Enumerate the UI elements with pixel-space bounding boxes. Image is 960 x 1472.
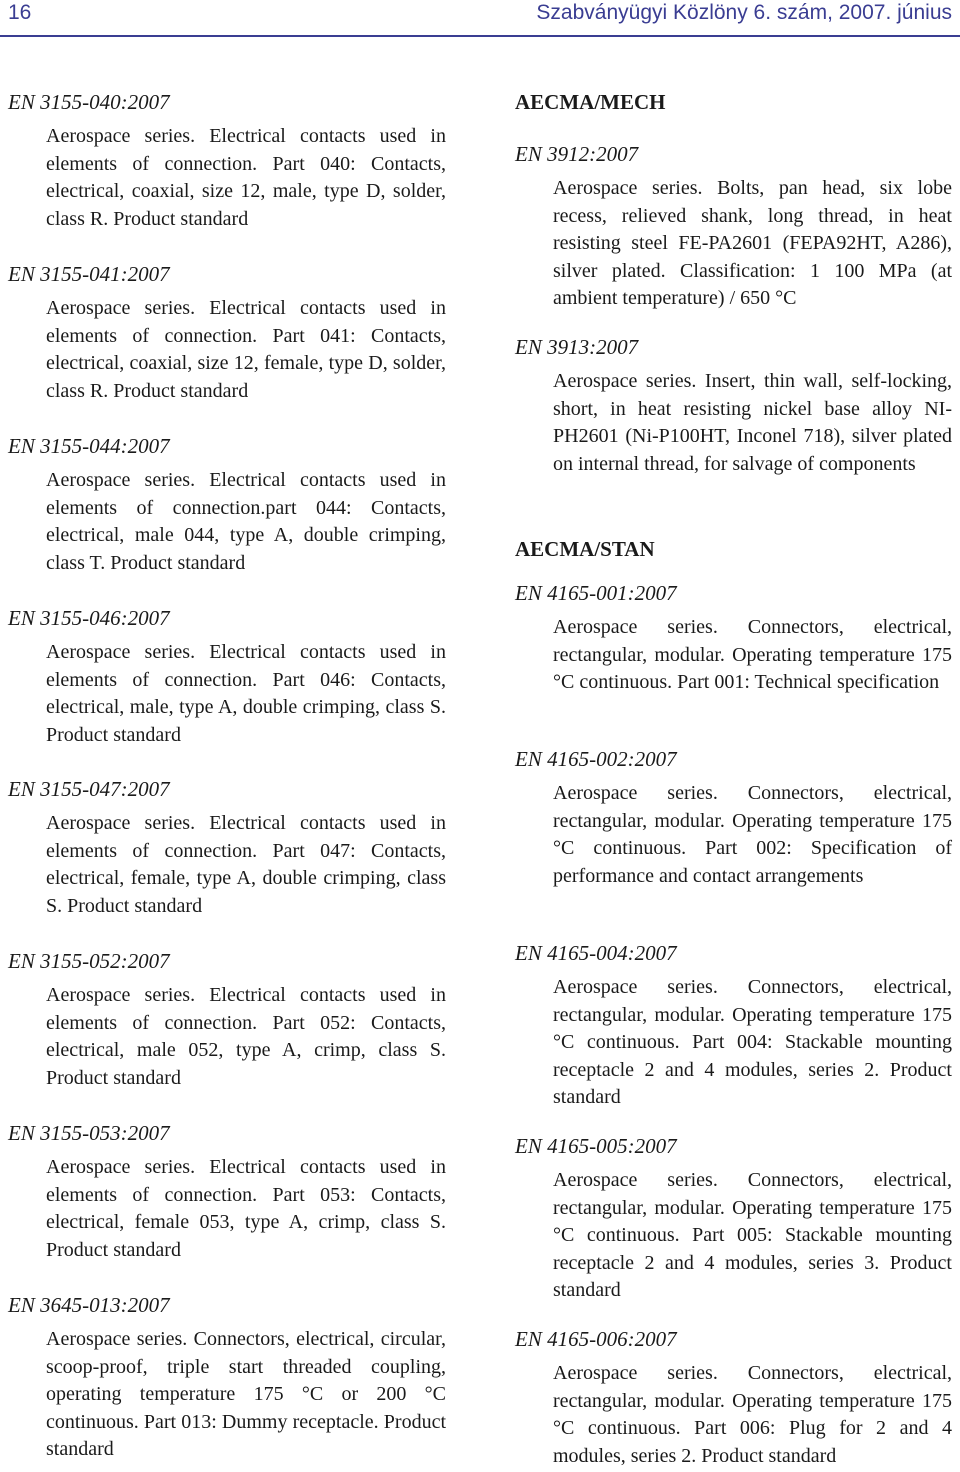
standard-code: EN 4165-005:2007 [515,1134,677,1158]
section-heading: AECMA/STAN [515,537,655,561]
standard-description: Aerospace series. Connectors, electrical, rectangular, modular. Operating temperature 175 °C continuous. Part 006: Plug for 2 and 4 modules, series 2. Product standard [553,1362,952,1467]
page-header [0,0,960,34]
standard-description: Aerospace series. Electrical contacts used in elements of connection. Part 041: Contacts, electrical, coaxial, size 12, female, type D, solder, class R. Product standard [46,297,446,402]
standard-entry [515,579,952,697]
standard-entry [515,333,952,478]
standard-description: Aerospace series. Connectors, electrical, rectangular, modular. Operating temperature 175 °C continuous. Part 002: Specification of performance and contact arrangements [553,782,952,887]
standard-code: EN 3645-013:2007 [8,1293,170,1317]
standard-entry [8,432,446,577]
page-number: 16 [8,1,32,24]
standard-description: Aerospace series. Electrical contacts used in elements of connection. Part 047: Contacts, electrical, female, type A, double crimping, class S. Product standard [46,812,446,917]
standard-description: Aerospace series. Electrical contacts used in elements of connection.part 044: Contacts, electrical, male 044, type A, double crimping, class T. Product standard [46,469,446,574]
standard-description: Aerospace series. Electrical contacts used in elements of connection. Part 046: Contacts, electrical, male, type A, double crimping, class S. Product standard [46,641,446,746]
header-rule [0,35,960,37]
standard-code: EN 3155-041:2007 [8,262,170,286]
standard-code: EN 3155-052:2007 [8,949,170,973]
journal-title: Szabványügyi Közlöny 6. szám, 2007. június [536,1,952,24]
standard-entry [8,947,446,1092]
standard-description: Aerospace series. Bolts, pan head, six lobe recess, relieved shank, long thread, in heat resisting steel FE-PA2601 (FEPA92HT, A286), silver plated. Classification: 1 100 MPa (at ambient temperature) / 650 °C [553,177,952,309]
standard-code: EN 3155-046:2007 [8,606,170,630]
standard-code: EN 4165-004:2007 [515,941,677,965]
standard-entry [8,604,446,749]
standard-entry [8,260,446,405]
standard-entry [515,1325,952,1470]
standard-entry [8,1291,446,1464]
standard-description: Aerospace series. Connectors, electrical, circular, scoop-proof, triple start threaded coupling, operating temperature 175 °C or 200 °C continuous. Part 013: Dummy receptacle. Product standard [46,1328,446,1460]
standard-code: EN 4165-006:2007 [515,1327,677,1351]
standard-entry [8,1119,446,1264]
standard-code: EN 4165-002:2007 [515,747,677,771]
standard-entry [515,1132,952,1305]
standard-description: Aerospace series. Connectors, electrical, rectangular, modular. Operating temperature 175 °C continuous. Part 004: Stackable mounting receptacle 2 and 4 modules, series 2. Product standard [553,976,952,1108]
standard-description: Aerospace series. Connectors, electrical, rectangular, modular. Operating temperature 175 °C continuous. Part 001: Technical specification [553,616,952,693]
standard-code: EN 4165-001:2007 [515,581,677,605]
standard-code: EN 3155-040:2007 [8,90,170,114]
standard-entry [8,775,446,920]
standard-code: EN 3155-047:2007 [8,777,170,801]
standard-description: Aerospace series. Electrical contacts used in elements of connection. Part 040: Contacts, electrical, coaxial, size 12, male, type D, solder, class R. Product standard [46,125,446,230]
standard-description: Aerospace series. Electrical contacts used in elements of connection. Part 052: Contacts, electrical, male 052, type A, crimp, class S. Product standard [46,984,446,1089]
standard-description: Aerospace series. Connectors, electrical, rectangular, modular. Operating temperature 175 °C continuous. Part 005: Stackable mounting receptacle 2 and 4 modules, series 3. Product standard [553,1169,952,1301]
standard-entry [8,88,446,233]
standard-code: EN 3155-044:2007 [8,434,170,458]
standard-entry [515,745,952,890]
standard-description: Aerospace series. Electrical contacts used in elements of connection. Part 053: Contacts, electrical, female 053, type A, crimp, class S. Product standard [46,1156,446,1261]
standard-description: Aerospace series. Insert, thin wall, self-locking, short, in heat resisting nickel base alloy NI-PH2601 (Ni-P100HT, Inconel 718), silver plated on internal thread, for salvage of components [553,370,952,475]
standard-entry [515,140,952,313]
standard-code: EN 3912:2007 [515,142,639,166]
section-heading: AECMA/MECH [515,90,666,114]
standard-entry [515,939,952,1112]
standard-code: EN 3155-053:2007 [8,1121,170,1145]
standard-code: EN 3913:2007 [515,335,639,359]
